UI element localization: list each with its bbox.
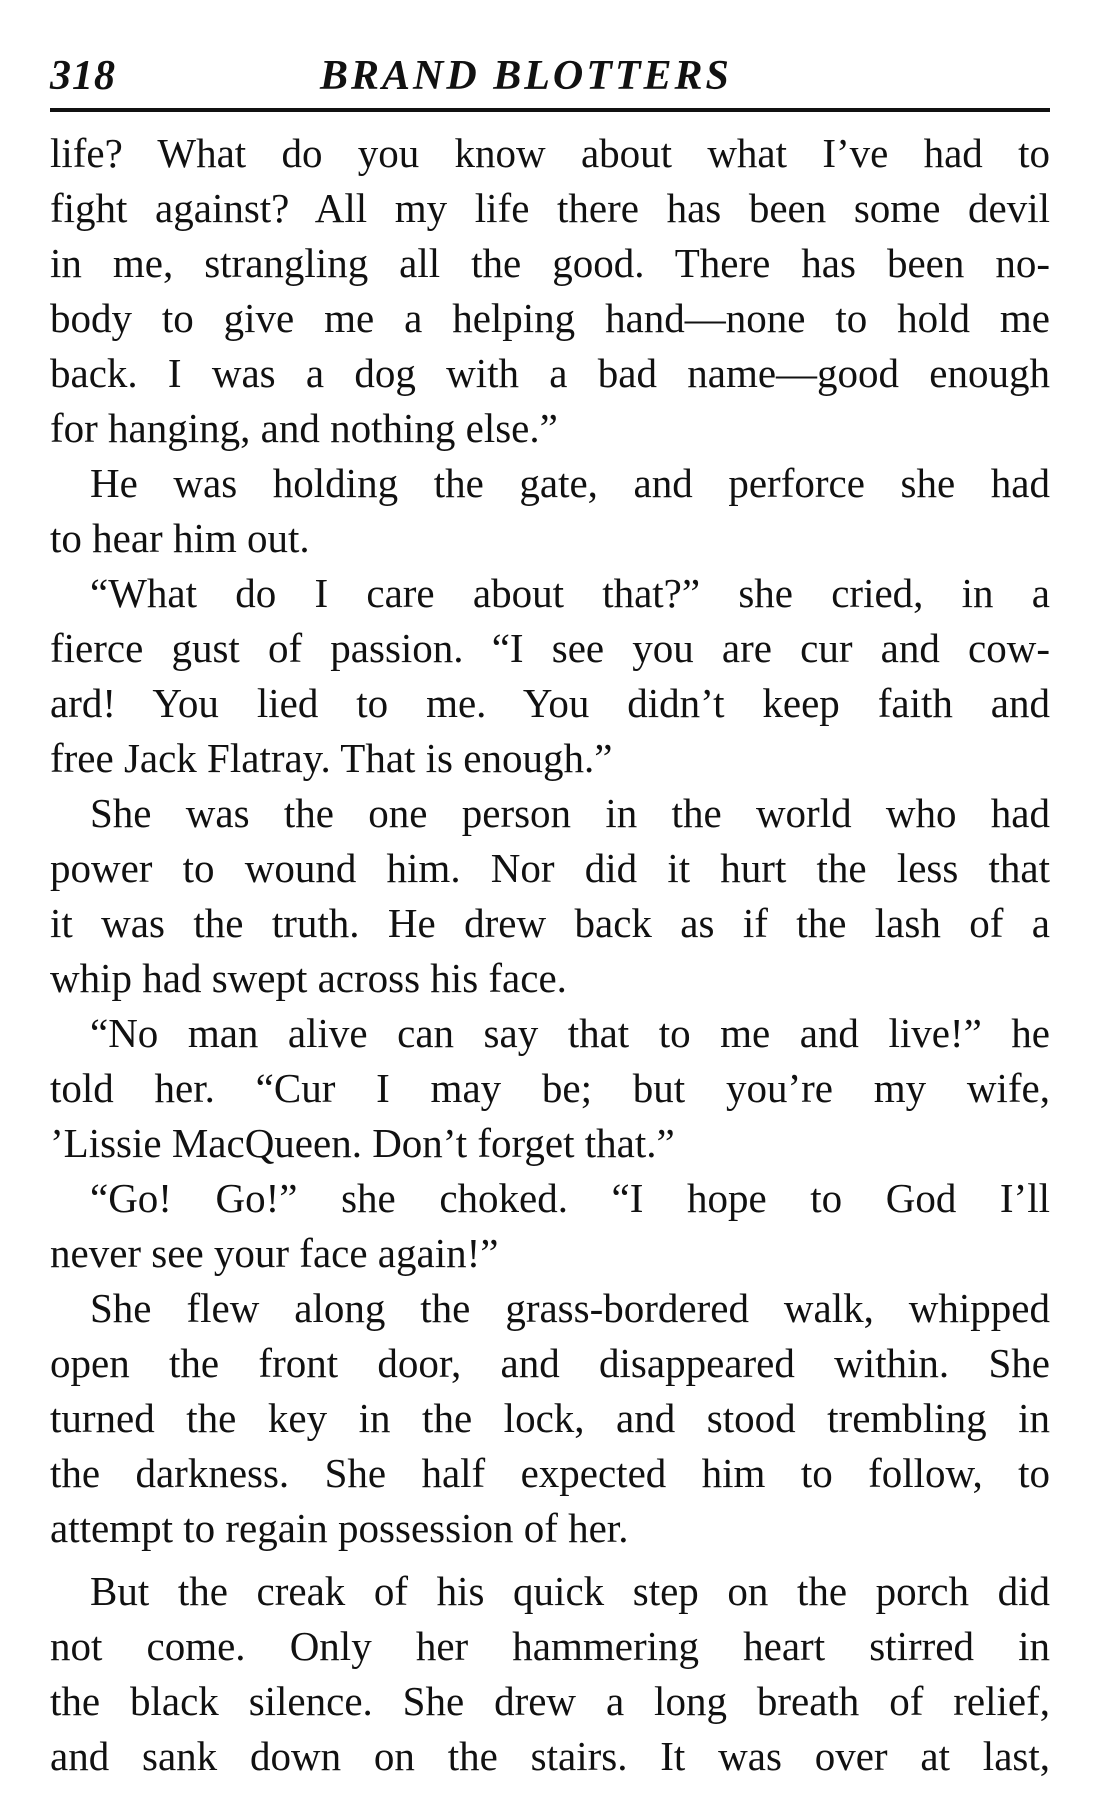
text-line: But the creak of his quick step on the porch did (90, 1568, 1050, 1614)
text-line: it was the truth. He drew back as if the lash of a (50, 900, 1050, 946)
text-line: turned the key in the lock, and stood trembling in (50, 1395, 1050, 1441)
text-line: life? What do you know about what I’ve had to (50, 130, 1050, 176)
paragraph-gap (50, 1556, 1050, 1564)
text-line: She flew along the grass-bordered walk, whipped (90, 1285, 1050, 1331)
text-line: and sank down on the stairs. It was over at last, (50, 1733, 1050, 1779)
text-line: attempt to regain possession of her. (50, 1505, 629, 1551)
running-head: BRAND BLOTTERS (320, 53, 732, 99)
text-line: body to give me a helping hand—none to hold me (50, 295, 1050, 341)
header-rule (50, 108, 1050, 112)
text-line: in me, strangling all the good. There has been no- (50, 240, 1050, 286)
text-line: whip had swept across his face. (50, 955, 567, 1001)
text-line: the darkness. She half expected him to follow, to (50, 1450, 1050, 1496)
text-line: not come. Only her hammering heart stirred in (50, 1623, 1050, 1669)
text-line: the black silence. She drew a long breath of relief, (50, 1678, 1050, 1724)
text-line: to hear him out. (50, 515, 310, 561)
text-line: fight against? All my life there has been some devil (50, 185, 1050, 231)
text-line: “No man alive can say that to me and live!” he (90, 1010, 1050, 1056)
text-line: open the front door, and disappeared within. She (50, 1340, 1050, 1386)
text-line: back. I was a dog with a bad name—good enough (50, 350, 1050, 396)
page-header (50, 46, 1050, 106)
text-line: for hanging, and nothing else.” (50, 405, 558, 451)
text-line: “Go! Go!” she choked. “I hope to God I’ll (90, 1175, 1050, 1221)
text-line: ’Lissie MacQueen. Don’t forget that.” (50, 1120, 675, 1166)
body-text (50, 126, 1050, 1784)
text-line: told her. “Cur I may be; but you’re my wife, (50, 1065, 1050, 1111)
text-line: He was holding the gate, and perforce she had (90, 460, 1050, 506)
text-line: She was the one person in the world who had (90, 790, 1050, 836)
page-number: 318 (50, 53, 116, 99)
text-line: ard! You lied to me. You didn’t keep faith and (50, 680, 1050, 726)
text-line: never see your face again!” (50, 1230, 499, 1276)
text-line: fierce gust of passion. “I see you are cur and cow- (50, 625, 1050, 671)
text-line: free Jack Flatray. That is enough.” (50, 735, 613, 781)
text-line: “What do I care about that?” she cried, in a (90, 570, 1050, 616)
text-line: power to wound him. Nor did it hurt the less that (50, 845, 1050, 891)
